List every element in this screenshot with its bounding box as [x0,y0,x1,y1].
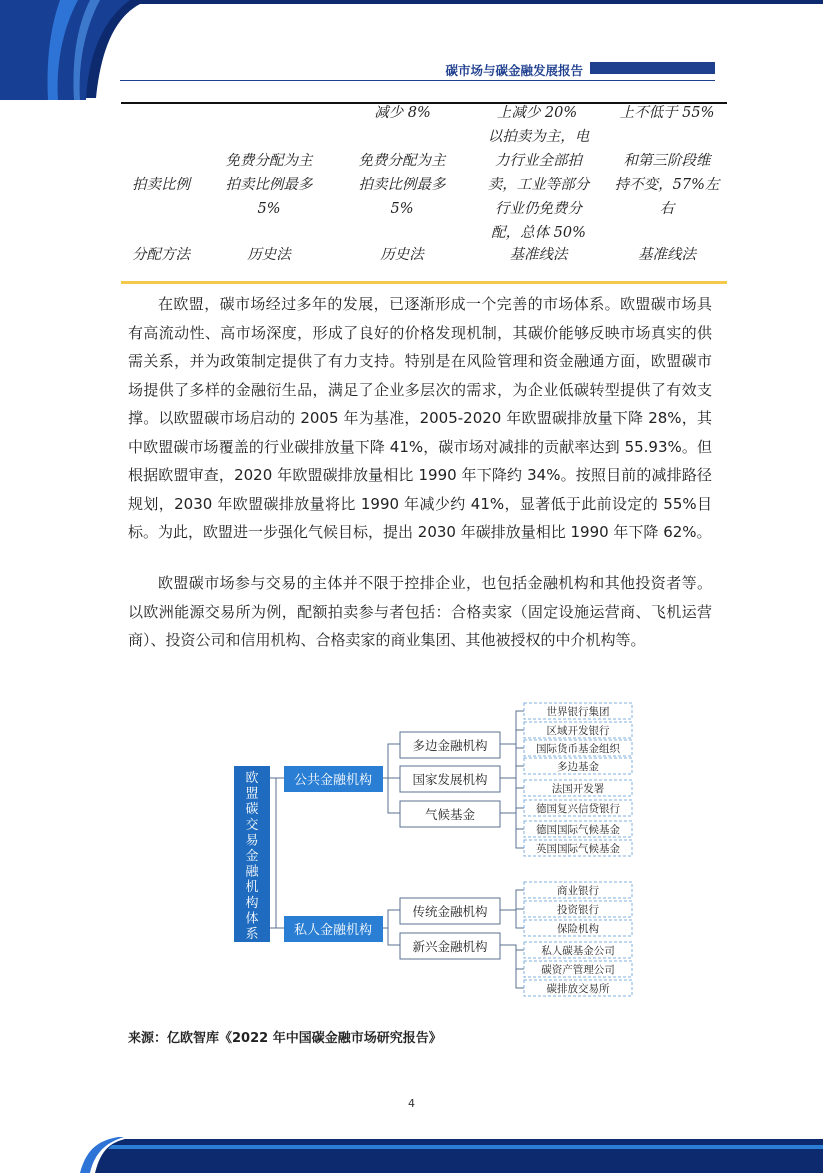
source-citation: 来源：亿欧智库《2022 年中国碳金融市场研究报告》 [128,1031,442,1046]
diagram-leaf-label: 世界银行集团 [546,706,610,718]
body-paragraph: 在欧盟，碳市场经过多年的发展，已逐渐形成一个完善的市场体系。欧盟碳市场具有高流动性、高市场深度，形成了良好的价格发现机制，其碳价能够反映市场真实的供需关系，并为政策制定提供了有力支持。特别是在风险管理和资金融通方面，欧盟碳市场提供了多样的金融衍生品，满足了企业多层次的需求，为企业低碳转型提供了有效支撑。以欧盟碳市场启动的 2005 年为基准，2005-2020 年欧盟碳排放量下降 28%，其中欧盟碳市场覆盖的行业碳排放量下降 41%，碳市场对减排的贡献率达到 55.93%。但根据欧盟审查，2020 年欧盟碳排放量相比 1990 年下降约 34%。按照目前的减排路径规划，2030 年欧盟碳排放量将比 1990 年减少约 41%，显著低于此前设定的 55%目标。为此，欧盟进一步强化气候目标，提出 2030 年碳排放量相比 1990 年下降 62%。 [128,295,712,541]
diagram-node-multilateral: 多边金融机构 [412,738,488,753]
table-cell: 上减少 20% [496,105,578,121]
diagram-leaf-label: 碳排放交易所 [546,983,610,995]
header-bar [590,62,715,74]
table-row-label: 拍卖比例 [132,177,190,193]
table-cell: 免费分配为主 拍卖比例最多 5% [358,153,446,217]
diagram-leaf-label: 英国国际气候基金 [536,843,620,855]
table-cell: 历史法 [380,247,424,263]
diagram-node-private: 私人金融机构 [293,923,373,938]
body-paragraph: 欧盟碳市场参与交易的主体并不限于控排企业，也包括金融机构和其他投资者等。以欧洲能源交易所为例，配额拍卖参与者包括：合格卖家（固定设施运营商、飞机运营商）、投资公司和信用机构、合格卖家的商业集团、其他被授权的中介机构等。 [128,574,712,649]
table-cell: 基准线法 [638,247,696,263]
diagram-leaf-label: 德国国际气候基金 [536,824,620,836]
table-cell: 和第三阶段维 持不变，57%左 右 [614,153,720,217]
diagram-leaf-label: 国际货币基金组织 [536,743,620,755]
diagram-node-national: 国家发展机构 [412,772,488,787]
table-cell: 上不低于 55% [619,105,715,121]
table-bottom-rule [121,281,727,284]
institution-diagram [228,700,638,1000]
page-number: 4 [408,1097,415,1110]
diagram-leaf-label: 私人碳基金公司 [541,945,615,957]
table-cell: 历史法 [247,247,291,263]
diagram-leaf-label: 多边基金 [557,761,599,773]
diagram-leaf-label: 区域开发银行 [546,725,610,737]
header-decoration [0,0,823,110]
table-cell: 免费分配为主 拍卖比例最多 5% [225,153,313,217]
table-cell: 减少 8% [374,105,431,121]
diagram-leaf-label: 投资银行 [557,904,599,916]
diagram-node-public: 公共金融机构 [293,773,373,788]
table-cell: 以拍卖为主，电 力行业全部拍 卖，工业等部分 行业仍免费分 配，总体 50% [487,129,590,241]
diagram-node-climate-fund: 气候基金 [424,807,476,822]
table-cell: 基准线法 [509,247,568,263]
diagram-root-label: 欧盟碳交易金融机构体系 [245,771,259,942]
footer-decoration [0,1133,823,1173]
diagram-leaf-label: 法国开发署 [551,783,605,795]
diagram-node-emerging: 新兴金融机构 [412,939,488,954]
diagram-leaf-label: 碳资产管理公司 [541,964,615,976]
table-row-label: 分配方法 [132,247,190,263]
header-rule [120,80,715,81]
diagram-leaf-label: 德国复兴信贷银行 [536,803,620,815]
diagram-node-traditional: 传统金融机构 [412,904,488,919]
diagram-leaf-label: 商业银行 [557,885,599,897]
header-title: 碳市场与碳金融发展报告 [445,63,583,78]
diagram-leaf-label: 保险机构 [557,923,599,935]
